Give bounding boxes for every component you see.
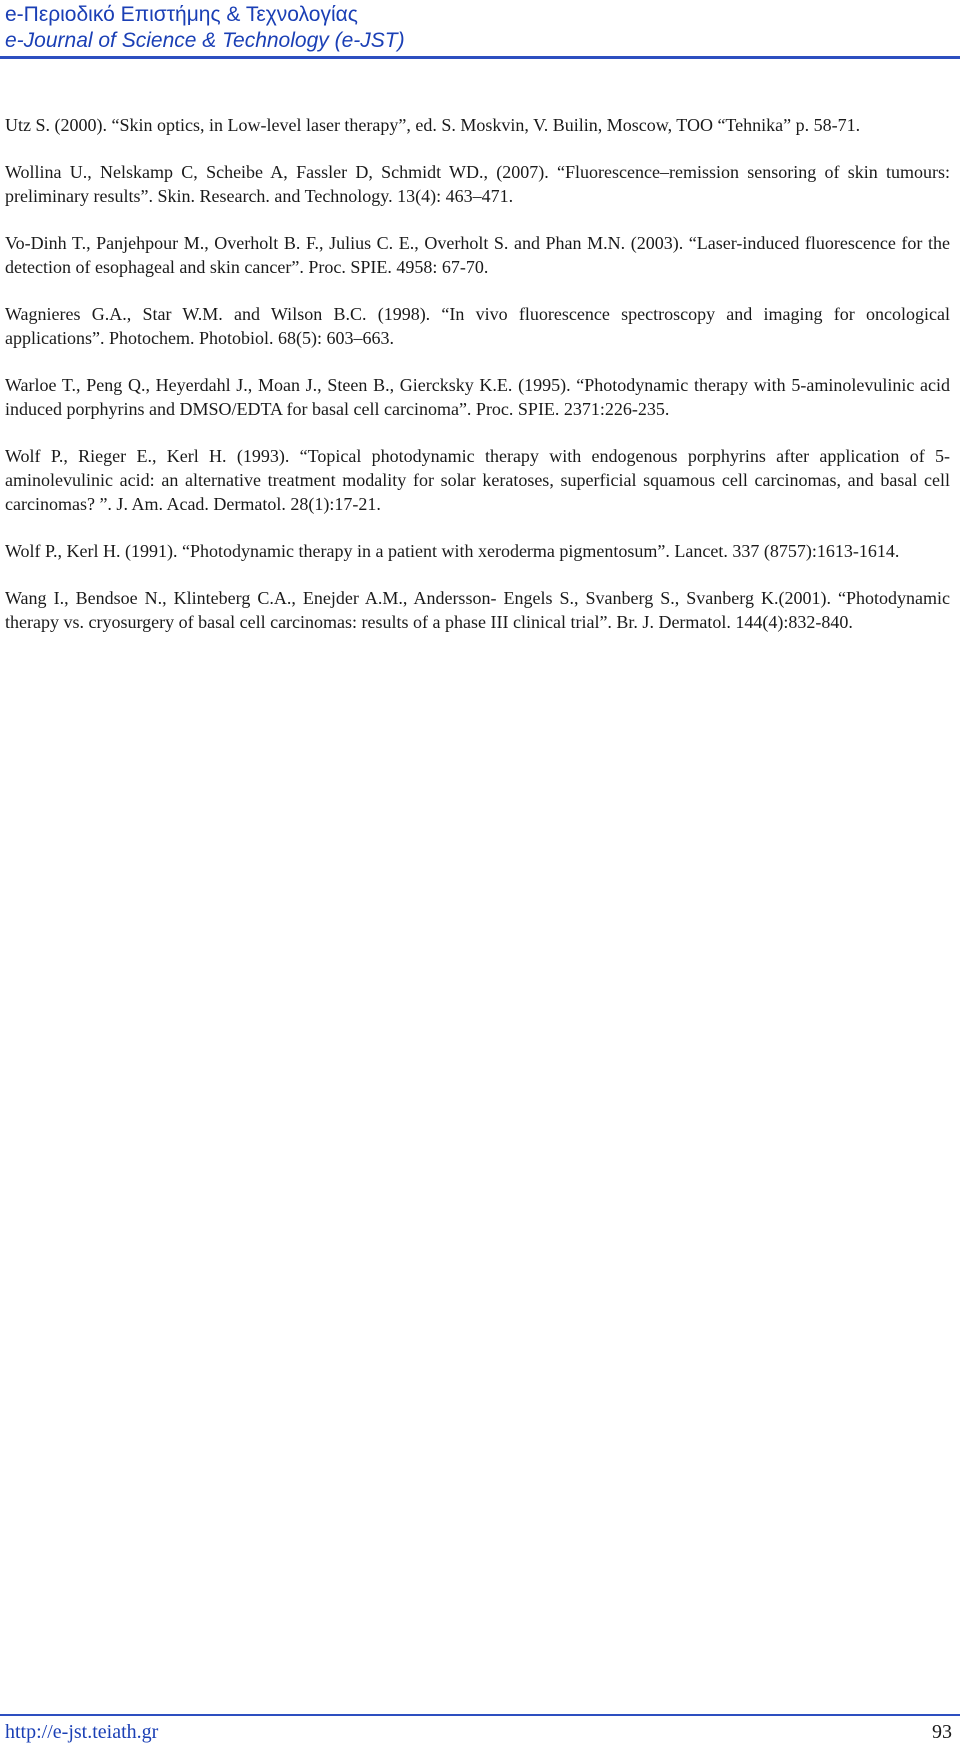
page-number: 93	[932, 1721, 952, 1743]
footer-divider	[0, 1714, 960, 1716]
reference-item: Wolf P., Kerl H. (1991). “Photodynamic therapy in a patient with xeroderma pigmentosum”. Lancet. 337 (8757):1613-1614.	[5, 541, 900, 561]
reference-item: Wagnieres G.A., Star W.M. and Wilson B.C. (1998). “In vivo fluorescence spectroscopy and imaging for oncological applications”. Photochem. Photobiol. 68(5): 603–663.	[5, 304, 950, 348]
reference-item: Vo-Dinh T., Panjehpour M., Overholt B. F., Julius C. E., Overholt S. and Phan M.N. (2003). “Laser-induced fluorescence for the detection of esophageal and skin cancer”. Proc. SPIE. 4958: 67-70.	[5, 233, 950, 277]
header-divider	[0, 56, 960, 59]
reference-item: Wollina U., Nelskamp C, Scheibe A, Fassler D, Schmidt WD., (2007). “Fluorescence–remission sensoring of skin tumours: preliminary results”. Skin. Research. and Technology. 13(4): 463–471.	[5, 162, 950, 206]
reference-list	[5, 113, 950, 657]
journal-title-english: e-Journal of Science & Technology (e-JST)	[5, 29, 405, 52]
journal-header	[5, 2, 955, 54]
reference-item: Warloe T., Peng Q., Heyerdahl J., Moan J., Steen B., Giercksky K.E. (1995). “Photodynamic therapy with 5-aminolevulinic acid induced porphyrins and DMSO/EDTA for basal cell carcinoma”. Proc. SPIE. 2371:226-235.	[5, 375, 950, 419]
journal-title-greek: e-Περιοδικό Επιστήμης & Τεχνολογίας	[5, 3, 358, 26]
journal-url-link[interactable]: http://e-jst.teiath.gr	[5, 1721, 159, 1743]
reference-item: Wolf P., Rieger E., Kerl H. (1993). “Topical photodynamic therapy with endogenous porphyrins after application of 5-aminolevulinic acid: an alternative treatment modality for solar keratoses, superficial squamous cell carcinomas, and basal cell carcinomas? ”. J. Am. Acad. Dermatol. 28(1):17-21.	[5, 446, 950, 514]
reference-item: Utz S. (2000). “Skin optics, in Low-level laser therapy”, ed. S. Moskvin, V. Builin, Moscow, TOO “Tehnika” p. 58-71.	[5, 115, 861, 135]
reference-item: Wang I., Bendsoe N., Klinteberg C.A., Enejder A.M., Andersson- Engels S., Svanberg S., Svanberg K.(2001). “Photodynamic therapy vs. cryosurgery of basal cell carcinomas: results of a phase III clinical trial”. Br. J. Dermatol. 144(4):832-840.	[5, 588, 950, 632]
